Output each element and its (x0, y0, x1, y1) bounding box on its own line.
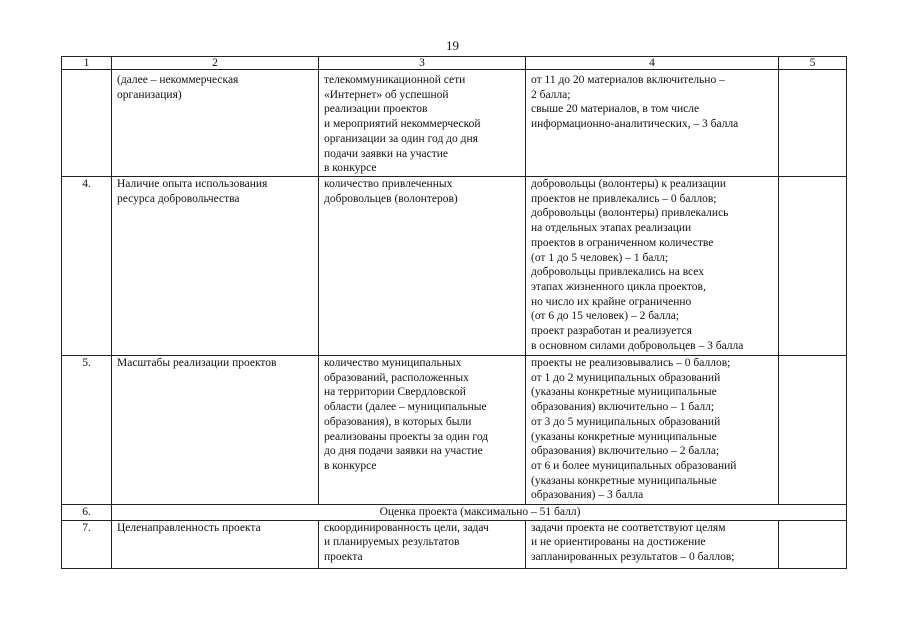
text-line: от 6 и более муниципальных образований (531, 459, 737, 472)
criterion-cell (112, 520, 319, 568)
text-line: свыше 20 материалов, в том числе (531, 103, 700, 116)
scoring-cell (526, 520, 779, 568)
text-line: проектов не привлекались – 0 баллов; (531, 192, 717, 205)
header-cell-2: 2 (112, 57, 319, 70)
text-line: организации за один год до дня (324, 132, 478, 145)
text-line: информационно-аналитических, – 3 балла (531, 118, 739, 131)
text-line: (от 1 до 5 человек) – 1 балл; (531, 251, 669, 264)
text-line: реализованы проекты за один год (324, 430, 489, 443)
text-line: количество муниципальных (324, 357, 462, 369)
text-line: подачи заявки на участие (324, 147, 449, 160)
criterion-cell (112, 356, 319, 505)
row-number: 5. (62, 356, 112, 505)
criterion-cell (112, 70, 319, 177)
text-line: количество привлеченных (324, 178, 453, 190)
table-row (62, 177, 847, 356)
indicator-cell (319, 177, 526, 356)
text-line: в конкурсе (324, 162, 377, 175)
scoring-cell (526, 70, 779, 177)
text-line: (указаны конкретные муниципальные (531, 430, 717, 443)
text-line: запланированных результатов – 0 баллов; (531, 551, 735, 564)
col5-cell (779, 177, 847, 356)
row-number (62, 70, 112, 177)
text-line: ресурса добровольчества (117, 192, 240, 205)
text-line: (указаны конкретные муниципальные (531, 474, 717, 487)
header-row (62, 57, 847, 70)
text-line: телекоммуникационной сети (324, 74, 466, 86)
scoring-cell (526, 356, 779, 505)
col5-cell (779, 70, 847, 177)
text-line: до дня подачи заявки на участие (324, 445, 483, 458)
text-line: образования) – 3 балла (531, 489, 644, 502)
text-line: образования) включительно – 2 балла; (531, 445, 720, 458)
text-line: и не ориентированы на достижение (531, 536, 706, 549)
text-line: Наличие опыта использования (117, 178, 268, 190)
text-line: (от 6 до 15 человек) – 2 балла; (531, 310, 680, 323)
row-number: 4. (62, 177, 112, 356)
text-line: в основном силами добровольцев – 3 балла (531, 339, 744, 352)
indicator-cell (319, 520, 526, 568)
row-number: 6. (62, 505, 112, 521)
col5-cell (779, 356, 847, 505)
text-line: Масштабы реализации проектов (117, 357, 277, 369)
header-cell-3: 3 (319, 57, 526, 70)
table-row (62, 520, 847, 568)
col5-cell (779, 520, 847, 568)
project-evaluation-heading: Оценка проекта (максимально – 51 балл) (112, 505, 847, 521)
table-row (62, 70, 847, 177)
text-line: (указаны конкретные муниципальные (531, 386, 717, 399)
criteria-table (61, 56, 847, 569)
scoring-cell (526, 177, 779, 356)
text-line: проект разработан и реализуется (531, 325, 692, 338)
text-line: проекты не реализовывались – 0 баллов; (531, 357, 731, 369)
header-cell-5: 5 (779, 57, 847, 70)
text-line: образования) включительно – 1 балл; (531, 401, 715, 414)
text-line: и планируемых результатов (324, 536, 460, 549)
text-line: (далее – некоммерческая (117, 74, 239, 86)
table-row (62, 505, 847, 521)
text-line: «Интернет» об успешной (324, 88, 449, 101)
text-line: и мероприятий некоммерческой (324, 118, 481, 131)
indicator-cell (319, 356, 526, 505)
text-line: скоординированность цели, задач (324, 521, 489, 534)
row-number: 7. (62, 520, 112, 568)
text-line: добровольцы (волонтеры) привлекались (531, 207, 729, 220)
text-line: 2 балла; (531, 88, 571, 101)
text-line: области (далее – муниципальные (324, 401, 487, 414)
text-line: проекта (324, 551, 363, 564)
text-line: Целенаправленность проекта (117, 521, 261, 534)
text-line: добровольцы привлекались на всех (531, 266, 704, 279)
header-cell-4: 4 (526, 57, 779, 70)
text-line: добровольцев (волонтеров) (324, 192, 458, 205)
text-line: от 3 до 5 муниципальных образований (531, 415, 721, 428)
text-line: реализации проектов (324, 103, 428, 116)
text-line: на территории Свердловской (324, 386, 466, 399)
text-line: от 11 до 20 материалов включительно – (531, 74, 725, 86)
text-line: организация) (117, 88, 182, 101)
text-line: но число их крайне ограниченно (531, 295, 692, 308)
text-line: задачи проекта не соответствуют целям (531, 521, 726, 534)
text-line: на отдельных этапах реализации (531, 222, 692, 235)
table-row (62, 356, 847, 505)
text-line: образований, расположенных (324, 371, 469, 384)
text-line: добровольцы (волонтеры) к реализации (531, 178, 727, 190)
text-line: образования), в которых были (324, 415, 472, 428)
criterion-cell (112, 177, 319, 356)
text-line: этапах жизненного цикла проектов, (531, 280, 706, 293)
text-line: проектов в ограниченном количестве (531, 236, 714, 249)
header-cell-1: 1 (62, 57, 112, 70)
indicator-cell (319, 70, 526, 177)
text-line: от 1 до 2 муниципальных образований (531, 371, 721, 384)
page-number: 19 (446, 38, 459, 53)
text-line: в конкурсе (324, 459, 377, 472)
